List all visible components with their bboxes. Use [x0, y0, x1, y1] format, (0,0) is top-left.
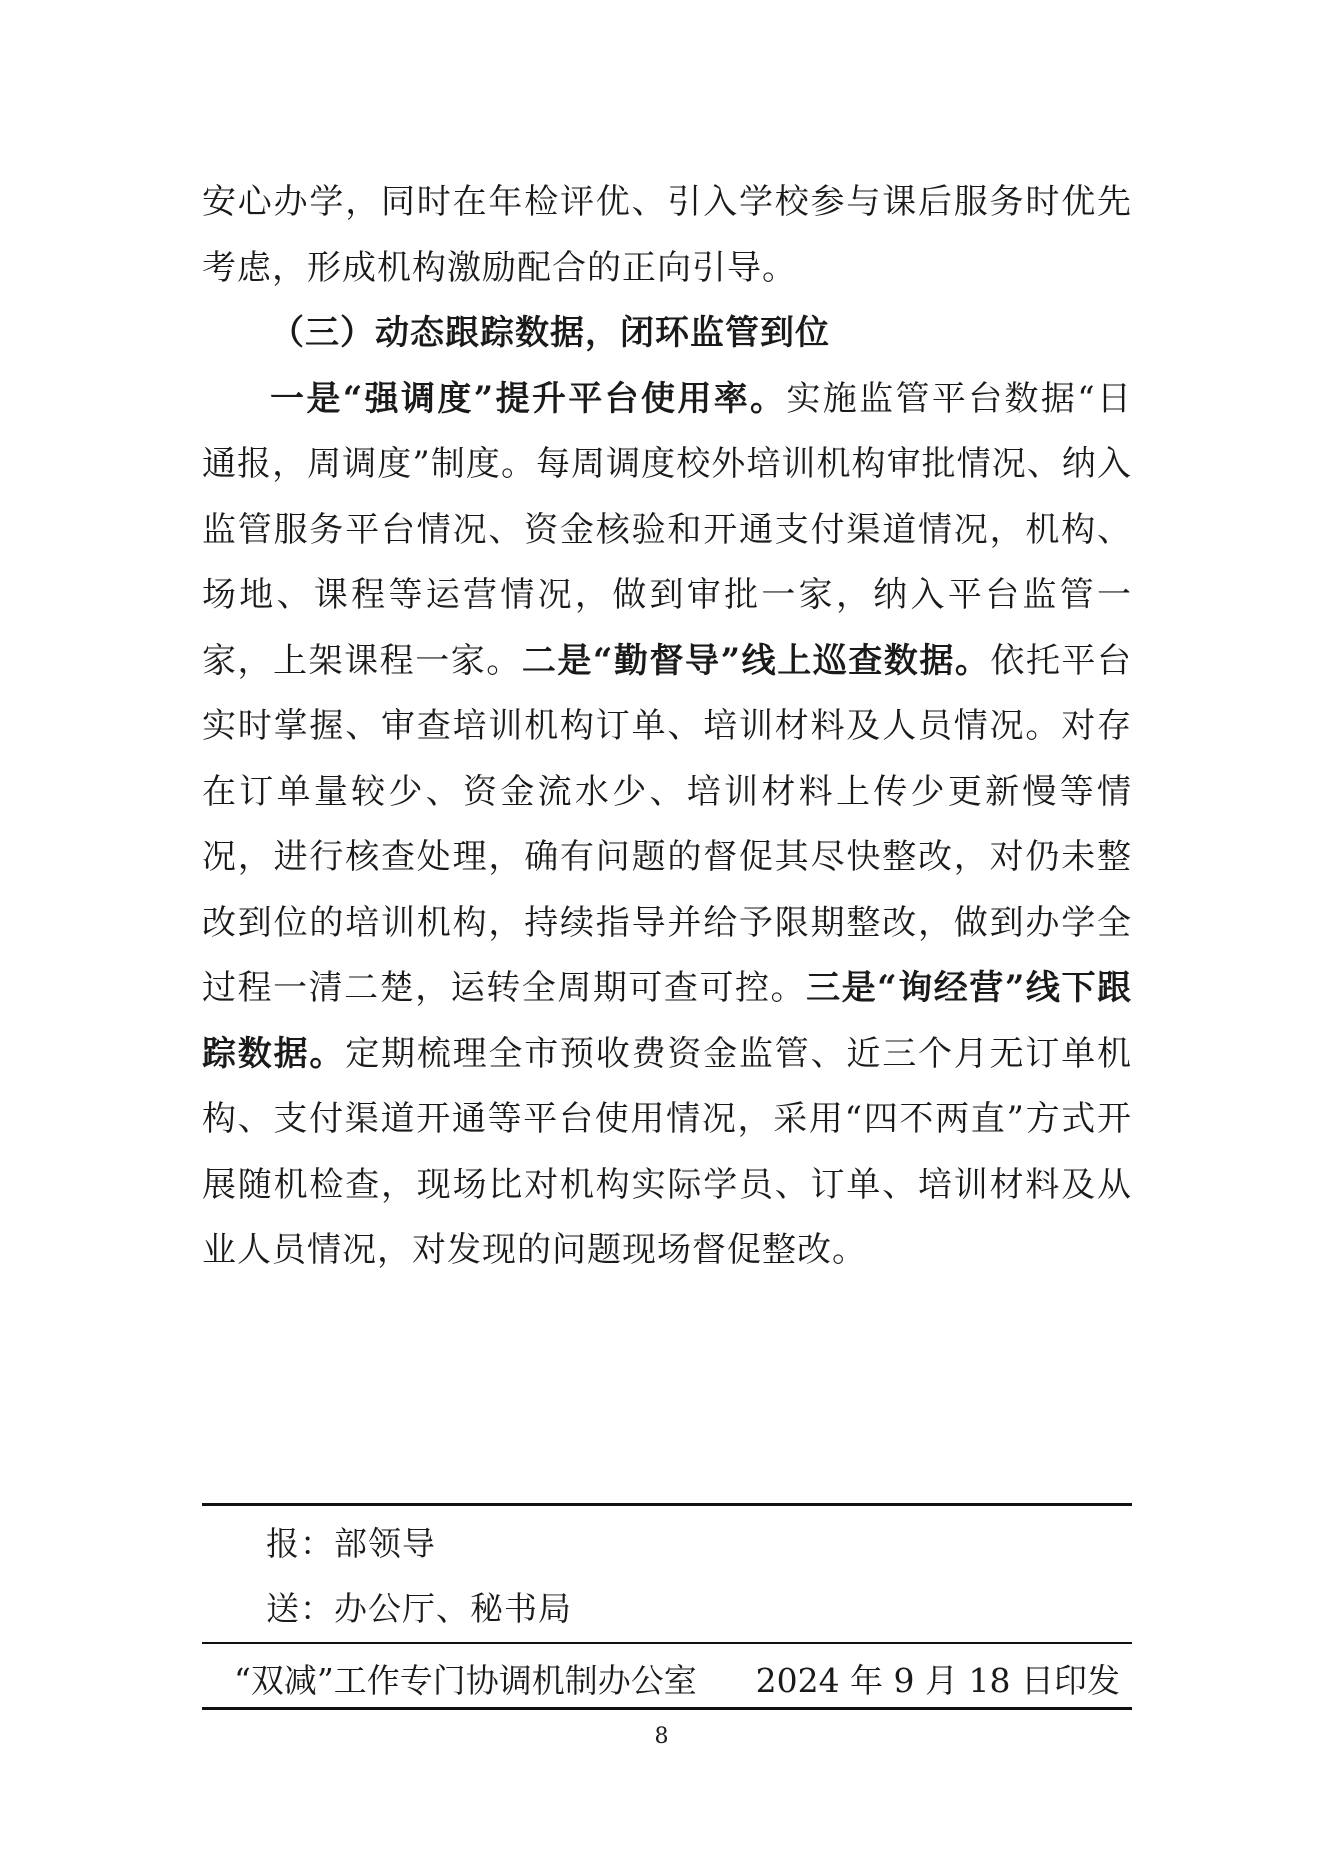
document-body	[202, 170, 1132, 1284]
issuing-office: “双减”工作专门协调机制办公室	[234, 1661, 697, 1700]
paragraph-tracking-data	[202, 367, 1132, 1284]
send-to-line: 送：办公厅、秘书局	[266, 1589, 572, 1628]
lead-strengthen-scheduling: 一是“强调度”提升平台使用率。	[270, 378, 787, 419]
lead-inquire-operations: 三是“询经营”线下跟踪数据。	[202, 968, 1132, 1074]
issue-date: 2024 年 9 月 18 日印发	[755, 1661, 1120, 1700]
text-inquire-operations: 定期梳理全市预收费资金监管、近三个月无订单机构、支付渠道开通等平台使用情况，采用“四不两直”方式开展随机检查，现场比对机构实际学员、订单、培训材料及从业人员情况，对发现的问题现场督促整改。	[202, 1033, 1133, 1270]
report-to-line: 报：部领导	[266, 1524, 436, 1563]
lead-diligent-supervision: 二是“勤督导”线上巡查数据。	[521, 640, 991, 681]
footer-bottom-rule	[202, 1707, 1132, 1710]
footer-top-rule	[202, 1503, 1132, 1506]
text-diligent-supervision: 依托平台实时掌握、审查培训机构订单、培训材料及人员情况。对存在订单量较少、资金流水少、培训材料上传少更新慢等情况，进行核查处理，确有问题的督促其尽快整改，对仍未整改到位的培训机构，持续指导并给予限期整改，做到办学全过程一清二楚，运转全周期可查可控。	[202, 640, 1133, 1008]
page-number: 8	[654, 1724, 669, 1749]
section-heading: （三）动态跟踪数据，闭环监管到位	[270, 313, 830, 353]
text-strengthen-scheduling: 实施监管平台数据“日通报，周调度”制度。每周调度校外培训机构审批情况、纳入监管服务平台情况、资金核验和开通支付渠道情况，机构、场地、课程等运营情况，做到审批一家，纳入平台监管一家，上架课程一家。	[202, 378, 1132, 681]
footer-middle-rule	[202, 1642, 1132, 1644]
paragraph-continued: 安心办学，同时在年检评优、引入学校参与课后服务时优先考虑，形成机构激励配合的正向引导。	[202, 182, 1132, 288]
